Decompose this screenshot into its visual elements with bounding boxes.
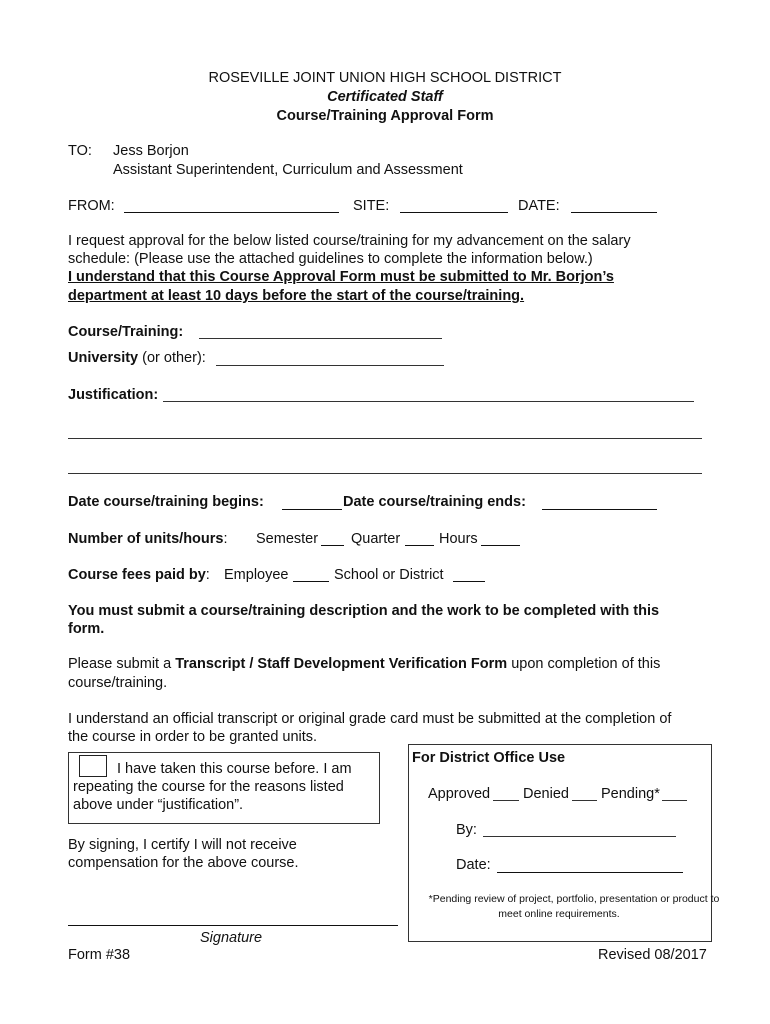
fees-colon: : bbox=[205, 567, 210, 583]
request-line-1: I request approval for the below listed course/training for my advancement on the salary bbox=[68, 233, 631, 249]
transcript-form-name: Transcript / Staff Development Verification Form bbox=[175, 656, 508, 672]
repeat-line-3: above under “justification”. bbox=[73, 797, 244, 813]
form-number: Form #38 bbox=[68, 947, 131, 963]
justification-line-1[interactable] bbox=[163, 401, 694, 402]
university-field[interactable] bbox=[216, 365, 444, 366]
repeat-line-2: repeating the course for the reasons listed bbox=[73, 779, 344, 795]
quarter-field[interactable] bbox=[405, 545, 434, 546]
date-ends-field[interactable] bbox=[542, 509, 657, 510]
transcript-notice bbox=[68, 656, 660, 672]
to-name: Jess Borjon bbox=[113, 143, 189, 159]
course-label: Course/Training: bbox=[68, 324, 184, 340]
site-label: SITE: bbox=[353, 198, 390, 214]
university-suffix: (or other): bbox=[138, 350, 206, 366]
form-subtitle: Certificated Staff bbox=[327, 89, 443, 105]
office-date-field[interactable] bbox=[497, 872, 683, 873]
fees-row bbox=[68, 567, 210, 583]
signature-field[interactable] bbox=[68, 925, 398, 926]
form-title: Course/Training Approval Form bbox=[276, 108, 494, 124]
office-title: For District Office Use bbox=[412, 750, 566, 766]
school-field[interactable] bbox=[453, 581, 485, 582]
employee-field[interactable] bbox=[293, 581, 329, 582]
certify-line-1: By signing, I certify I will not receive bbox=[68, 837, 297, 853]
deadline-notice-1: I understand that this Course Approval Form must be submitted to Mr. Borjon’s bbox=[68, 269, 614, 285]
by-label: By: bbox=[456, 822, 477, 838]
official-notice-1: I understand an official transcript or original grade card must be submitted at the completion of bbox=[68, 711, 672, 727]
submit-notice-1: You must submit a course/training description and the work to be completed with this bbox=[68, 603, 660, 619]
pending-label: Pending* bbox=[601, 786, 660, 802]
date-field[interactable] bbox=[571, 212, 657, 213]
date-label: DATE: bbox=[518, 198, 560, 214]
pending-note-1: *Pending review of project, portfolio, presentation or product to bbox=[428, 893, 720, 905]
district-name: ROSEVILLE JOINT UNION HIGH SCHOOL DISTRICT bbox=[208, 70, 562, 86]
semester-field[interactable] bbox=[321, 545, 344, 546]
approved-field[interactable] bbox=[493, 800, 519, 801]
justification-line-2[interactable] bbox=[68, 438, 702, 439]
signature-label: Signature bbox=[200, 930, 263, 946]
approved-label: Approved bbox=[428, 786, 491, 802]
justification-label: Justification: bbox=[68, 387, 159, 403]
from-label: FROM: bbox=[68, 198, 115, 214]
revised-date: Revised 08/2017 bbox=[598, 947, 707, 963]
denied-field[interactable] bbox=[572, 800, 597, 801]
date-begins-label: Date course/training begins: bbox=[68, 494, 264, 510]
course-field[interactable] bbox=[199, 338, 442, 339]
units-label: Number of units/hours bbox=[68, 531, 224, 547]
date-begins-field[interactable] bbox=[282, 509, 342, 510]
employee-label: Employee bbox=[224, 567, 289, 583]
quarter-label: Quarter bbox=[351, 531, 401, 547]
pending-field[interactable] bbox=[662, 800, 687, 801]
school-label: School or District bbox=[334, 567, 444, 583]
from-field[interactable] bbox=[124, 212, 339, 213]
units-colon: : bbox=[223, 531, 228, 547]
transcript-post: upon completion of this bbox=[507, 656, 661, 672]
fees-label: Course fees paid by bbox=[68, 567, 206, 583]
deadline-notice-2: department at least 10 days before the start of the course/training. bbox=[68, 288, 525, 304]
denied-label: Denied bbox=[523, 786, 569, 802]
by-field[interactable] bbox=[483, 836, 676, 837]
semester-label: Semester bbox=[256, 531, 319, 547]
hours-label: Hours bbox=[439, 531, 478, 547]
repeat-line-1: I have taken this course before. I am bbox=[117, 761, 352, 777]
office-date-label: Date: bbox=[456, 857, 491, 873]
university-label: University bbox=[68, 350, 139, 366]
repeat-course-checkbox[interactable] bbox=[79, 755, 107, 777]
site-field[interactable] bbox=[400, 212, 508, 213]
transcript-pre: Please submit a bbox=[68, 656, 176, 672]
submit-notice-2: form. bbox=[68, 621, 105, 637]
university-label-row bbox=[68, 350, 206, 366]
hours-field[interactable] bbox=[481, 545, 520, 546]
transcript-notice-2: course/training. bbox=[68, 675, 168, 691]
pending-note-2: meet online requirements. bbox=[498, 908, 620, 920]
request-line-2: schedule: (Please use the attached guidelines to complete the information below.) bbox=[68, 251, 593, 267]
official-notice-2: the course in order to be granted units. bbox=[68, 729, 318, 745]
to-label: TO: bbox=[68, 143, 92, 159]
certify-line-2: compensation for the above course. bbox=[68, 855, 299, 871]
to-position: Assistant Superintendent, Curriculum and Assessment bbox=[113, 162, 463, 178]
units-row bbox=[68, 531, 228, 547]
justification-line-3[interactable] bbox=[68, 473, 702, 474]
date-ends-label: Date course/training ends: bbox=[343, 494, 526, 510]
